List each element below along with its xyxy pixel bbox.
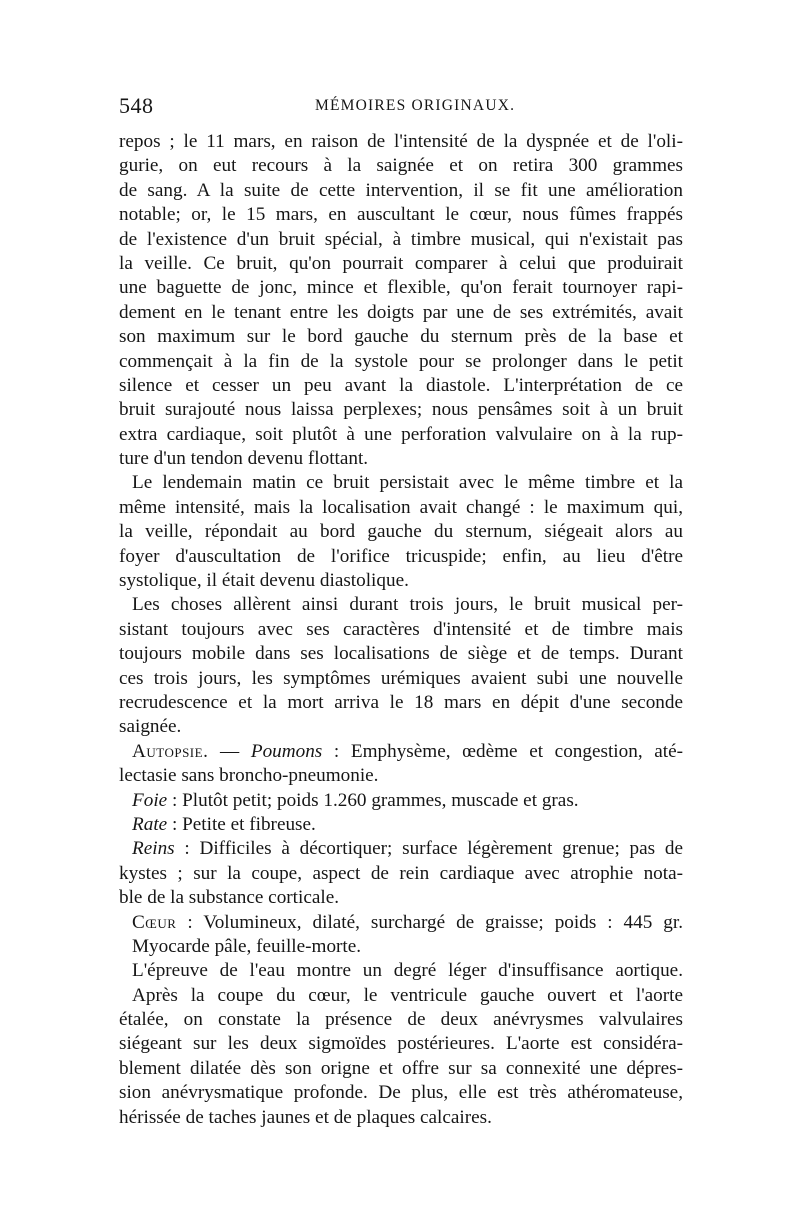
text-line bbox=[119, 447, 683, 471]
italic-term: Reins bbox=[132, 838, 175, 860]
text-run: systolique, il était devenu diastolique. bbox=[119, 570, 409, 592]
text-run: blement dilatée dès son origne et offre sur sa connexité une dépres- bbox=[119, 1057, 683, 1079]
text-run: notable; or, le 15 mars, en auscultant le cœur, nous fûmes frappés bbox=[119, 204, 683, 226]
text-line bbox=[119, 545, 683, 569]
text-line bbox=[119, 154, 683, 178]
text-line bbox=[119, 642, 683, 666]
text-line bbox=[119, 618, 683, 642]
text-line bbox=[119, 1008, 683, 1032]
text-line bbox=[119, 1057, 683, 1081]
text-line bbox=[119, 593, 683, 617]
text-line bbox=[119, 667, 683, 691]
text-line bbox=[119, 789, 683, 813]
small-caps-term: Cœur bbox=[132, 911, 177, 933]
text-line bbox=[119, 252, 683, 276]
text-run: gurie, on eut recours à la saignée et on retira 300 grammes bbox=[119, 155, 683, 177]
text-line bbox=[119, 276, 683, 300]
text-run: Les choses allèrent ainsi durant trois jours, le bruit musical per- bbox=[132, 594, 683, 616]
text-run: foyer d'auscultation de l'orifice tricuspide; enfin, au lieu d'être bbox=[119, 545, 683, 567]
running-title: MÉMOIRES ORIGINAUX. bbox=[315, 97, 516, 114]
text-line bbox=[119, 959, 683, 983]
text-run: la veille, répondait au bord gauche du sternum, siégeait alors au bbox=[119, 521, 683, 543]
text-run: dement en le tenant entre les doigts par une de ses extrémités, avait bbox=[119, 301, 683, 323]
text-run: bruit surajouté nous laissa perplexes; nous pensâmes soit à un bruit bbox=[119, 399, 683, 421]
text-run: extra cardiaque, soit plutôt à une perforation valvulaire on à la rup- bbox=[119, 423, 683, 445]
text-line bbox=[119, 886, 683, 910]
text-line bbox=[119, 130, 683, 154]
text-line bbox=[119, 837, 683, 861]
text-run: : Difficiles à décortiquer; surface légèrement grenue; pas de bbox=[174, 838, 683, 860]
text-line bbox=[119, 740, 683, 764]
text-run: saignée. bbox=[119, 716, 182, 738]
text-run: ces trois jours, les symptômes urémiques avaient subi une nouvelle bbox=[119, 667, 683, 689]
text-line bbox=[119, 301, 683, 325]
text-run: la veille. Ce bruit, qu'on pourrait comparer à celui que produirait bbox=[119, 252, 683, 274]
text-run: ble de la substance corticale. bbox=[119, 887, 340, 909]
text-line bbox=[119, 1032, 683, 1056]
text-run: une baguette de jonc, mince et flexible, qu'on ferait tournoyer rapi- bbox=[119, 277, 683, 299]
text-run: son maximum sur le bord gauche du sternum près de la base et bbox=[119, 326, 683, 348]
text-line bbox=[119, 520, 683, 544]
text-run: — bbox=[208, 740, 251, 762]
italic-term: Foie bbox=[132, 789, 168, 811]
text-run: : Volumineux, dilaté, surchargé de graisse; poids : 445 gr. bbox=[176, 911, 683, 933]
text-run: commençait à la fin de la systole pour se prolonger dans le petit bbox=[119, 350, 683, 372]
text-run: recrudescence et la mort arriva le 18 mars en dépit d'une seconde bbox=[119, 691, 683, 713]
text-run: Le lendemain matin ce bruit persistait avec le même timbre et la bbox=[132, 472, 683, 494]
text-run: siégeant sur les deux sigmoïdes postérieures. L'aorte est considéra- bbox=[119, 1033, 683, 1055]
text-run: de l'existence d'un bruit spécial, à timbre musical, qui n'existait pas bbox=[119, 228, 683, 250]
page-number: 548 bbox=[119, 93, 154, 118]
text-run: sistant toujours avec ses caractères d'intensité et de timbre mais bbox=[119, 618, 683, 640]
text-run: ture d'un tendon devenu flottant. bbox=[119, 448, 369, 470]
text-line bbox=[119, 813, 683, 837]
text-run: même intensité, mais la localisation avait changé : le maximum qui, bbox=[119, 496, 683, 518]
text-line bbox=[119, 691, 683, 715]
text-line bbox=[119, 228, 683, 252]
text-line bbox=[119, 496, 683, 520]
text-run: L'épreuve de l'eau montre un degré léger d'insuffisance aortique. bbox=[132, 960, 683, 982]
text-run: Après la coupe du cœur, le ventricule gauche ouvert et l'aorte bbox=[132, 984, 683, 1006]
body-text bbox=[119, 130, 683, 1130]
small-caps-term: Autopsie. bbox=[132, 740, 209, 762]
text-run: : Petite et fibreuse. bbox=[167, 813, 316, 835]
text-run: repos ; le 11 mars, en raison de l'intensité de la dyspnée et de l'oli- bbox=[119, 131, 683, 152]
text-run: toujours mobile dans ses localisations de siège et de temps. Durant bbox=[119, 643, 683, 665]
text-line bbox=[119, 862, 683, 886]
text-line bbox=[119, 1106, 683, 1130]
text-run: de sang. A la suite de cette intervention, il se fit une amélioration bbox=[119, 179, 683, 201]
text-line bbox=[119, 179, 683, 203]
text-line bbox=[119, 325, 683, 349]
italic-term: Rate bbox=[132, 813, 168, 835]
text-run: étalée, on constate la présence de deux anévrysmes valvulaires bbox=[119, 1009, 683, 1031]
text-run: sion anévrysmatique profonde. De plus, elle est très athéromateuse, bbox=[119, 1082, 683, 1104]
text-run: : Plutôt petit; poids 1.260 grammes, muscade et gras. bbox=[167, 789, 579, 811]
running-head bbox=[119, 93, 682, 121]
text-line bbox=[119, 1081, 683, 1105]
italic-term: Poumons bbox=[250, 740, 323, 762]
text-line bbox=[119, 203, 683, 227]
text-run: kystes ; sur la coupe, aspect de rein cardiaque avec atrophie nota- bbox=[119, 862, 683, 884]
text-line bbox=[119, 715, 683, 739]
text-line bbox=[119, 398, 683, 422]
text-line bbox=[119, 984, 683, 1008]
text-run: silence et cesser un peu avant la diastole. L'interprétation de ce bbox=[119, 374, 683, 396]
text-run: Myocarde pâle, feuille-morte. bbox=[132, 935, 362, 957]
text-line bbox=[119, 911, 683, 935]
text-line bbox=[119, 569, 683, 593]
text-run: : Emphysème, œdème et congestion, até- bbox=[322, 740, 683, 762]
text-line bbox=[119, 764, 683, 788]
text-run: lectasie sans broncho-pneumonie. bbox=[119, 765, 379, 787]
text-run: hérissée de taches jaunes et de plaques calcaires. bbox=[119, 1106, 492, 1128]
text-line bbox=[119, 423, 683, 447]
text-line bbox=[119, 935, 683, 959]
text-line bbox=[119, 350, 683, 374]
text-line bbox=[119, 374, 683, 398]
text-line bbox=[119, 471, 683, 495]
